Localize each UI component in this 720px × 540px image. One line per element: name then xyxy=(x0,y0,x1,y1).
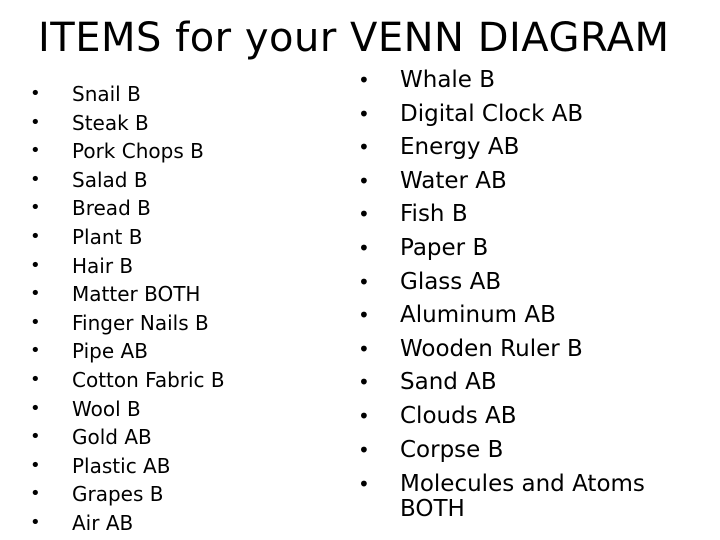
list-item-label: Wooden Ruler B xyxy=(400,335,583,362)
bullet-icon: • xyxy=(30,83,41,104)
list-item-label: Salad B xyxy=(72,167,148,192)
bullet-icon: • xyxy=(358,202,370,227)
list-item xyxy=(30,309,330,338)
list-item xyxy=(30,280,330,309)
list-item xyxy=(358,232,698,266)
list-item-label: Clouds AB xyxy=(400,402,517,429)
list-item xyxy=(358,266,698,300)
list-item-label: Aluminum AB xyxy=(400,302,556,329)
bullet-icon: • xyxy=(358,403,370,428)
bullet-icon: • xyxy=(30,168,41,190)
list-item-label: Hair B xyxy=(72,253,134,278)
bullet-icon: • xyxy=(358,303,370,328)
bullet-icon: • xyxy=(30,111,41,133)
list-item xyxy=(30,395,330,424)
list-item xyxy=(358,299,698,333)
list-item-label: Finger Nails B xyxy=(72,310,209,335)
bullet-icon: • xyxy=(30,426,41,448)
right-item-list xyxy=(358,64,698,522)
list-item xyxy=(30,137,330,166)
list-item xyxy=(358,98,698,132)
bullet-icon: • xyxy=(30,368,41,390)
bullet-icon: • xyxy=(30,340,41,362)
list-item-label: Water AB xyxy=(400,167,507,194)
list-item xyxy=(30,452,330,481)
list-item xyxy=(30,80,330,109)
bullet-icon: • xyxy=(30,311,41,333)
bullet-icon: • xyxy=(358,235,370,260)
list-item xyxy=(358,400,698,434)
list-item-label: Pork Chops B xyxy=(72,139,204,164)
list-item-label: Sand AB xyxy=(400,369,497,396)
bullet-icon: • xyxy=(30,140,41,162)
bullet-icon: • xyxy=(358,472,370,497)
list-item xyxy=(30,252,330,281)
list-item xyxy=(358,131,698,165)
list-item xyxy=(358,64,698,98)
bullet-icon: • xyxy=(358,168,370,193)
bullet-icon: • xyxy=(358,68,370,92)
page-title: ITEMS for your VENN DIAGRAM xyxy=(38,15,670,61)
list-item xyxy=(358,165,698,199)
list-item-label: Grapes B xyxy=(72,482,164,507)
list-item-label: Energy AB xyxy=(400,134,520,161)
list-item-label: Paper B xyxy=(400,234,489,261)
bullet-icon: • xyxy=(30,511,41,533)
bullet-icon: • xyxy=(30,483,41,505)
list-item-label: Corpse B xyxy=(400,436,504,463)
bullet-icon: • xyxy=(30,454,41,476)
list-item-label: Bread B xyxy=(72,196,151,221)
list-item-label: Matter BOTH xyxy=(72,282,201,307)
list-item xyxy=(358,366,698,400)
list-item xyxy=(30,509,330,538)
bullet-icon: • xyxy=(358,101,370,126)
list-item-label: Gold AB xyxy=(72,425,152,450)
list-item xyxy=(358,198,698,232)
bullet-icon: • xyxy=(30,254,41,276)
list-item-label: Digital Clock AB xyxy=(400,100,584,127)
list-item xyxy=(30,423,330,452)
list-item-label: Fish B xyxy=(400,201,468,228)
list-item-label: Plant B xyxy=(72,224,143,249)
list-item xyxy=(30,337,330,366)
bullet-icon: • xyxy=(30,283,41,305)
list-item xyxy=(358,467,698,522)
list-item xyxy=(30,194,330,223)
bullet-icon: • xyxy=(30,397,41,419)
list-item xyxy=(30,166,330,195)
list-item-label: Air AB xyxy=(72,510,134,535)
bullet-icon: • xyxy=(358,135,370,160)
list-item-label: Glass AB xyxy=(400,268,502,295)
left-item-list xyxy=(30,80,330,538)
list-item-label: Cotton Fabric B xyxy=(72,367,225,392)
bullet-icon: • xyxy=(358,437,370,462)
list-item xyxy=(30,223,330,252)
list-item-label: Wool B xyxy=(72,396,141,421)
bullet-icon: • xyxy=(358,370,370,395)
list-item xyxy=(358,434,698,468)
list-item xyxy=(358,333,698,367)
list-item-label: Steak B xyxy=(72,110,149,135)
bullet-icon: • xyxy=(358,336,370,361)
list-item-label: Molecules and Atoms BOTH xyxy=(400,471,645,523)
bullet-icon: • xyxy=(358,269,370,294)
list-item-label: Snail B xyxy=(72,82,141,106)
bullet-icon: • xyxy=(30,197,41,219)
list-item-label: Whale B xyxy=(400,67,496,93)
list-item-label: Plastic AB xyxy=(72,453,171,478)
bullet-icon: • xyxy=(30,225,41,247)
list-item xyxy=(30,109,330,138)
list-item xyxy=(30,480,330,509)
list-item-label: Pipe AB xyxy=(72,339,148,364)
list-item xyxy=(30,366,330,395)
